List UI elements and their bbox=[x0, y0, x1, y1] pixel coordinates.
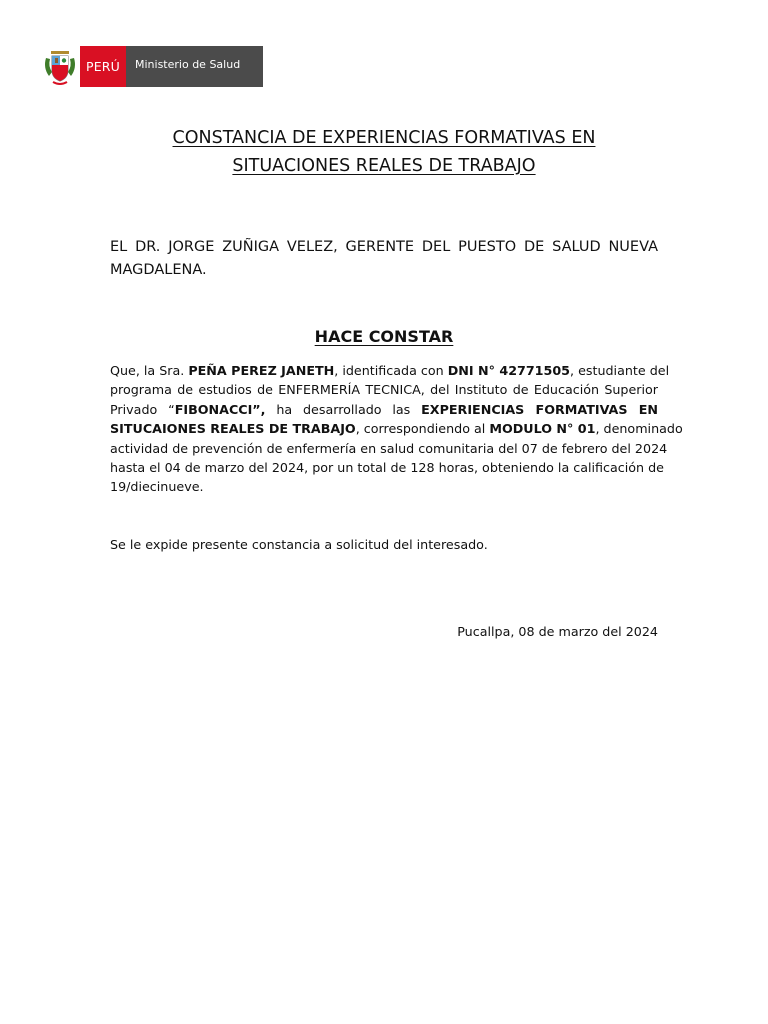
body-text: ha desarrollado las bbox=[265, 401, 422, 417]
body-text: , correspondiendo al bbox=[355, 421, 490, 437]
body-text: Que, la Sra. bbox=[110, 363, 189, 378]
student-dni: DNI N° 42771505 bbox=[447, 363, 570, 378]
experience-title: EXPERIENCIAS FORMATIVAS EN bbox=[421, 401, 659, 417]
document-title bbox=[110, 124, 658, 180]
body-line: programa de estudios de ENFERMERÍA TECNICA, del Instituto de Educación Superior bbox=[110, 382, 658, 398]
title-line-2: SITUACIONES REALES DE TRABAJO bbox=[232, 156, 536, 176]
section-heading: HACE CONSTAR bbox=[314, 327, 454, 346]
intro-paragraph bbox=[110, 236, 658, 282]
closing-statement: Se le expide presente constancia a solicitud del interesado. bbox=[110, 537, 488, 552]
body-text: , denominado bbox=[595, 421, 683, 437]
experience-title: SITUCAIONES REALES DE TRABAJO bbox=[110, 421, 356, 437]
peru-coat-of-arms-icon bbox=[40, 46, 80, 87]
institute-name: FIBONACCI”, bbox=[174, 401, 266, 417]
body-line bbox=[110, 361, 670, 380]
place-date: Pucallpa, 08 de marzo del 2024 bbox=[457, 624, 658, 639]
student-name: PEÑA PEREZ JANETH bbox=[188, 363, 335, 378]
body-text: , identificada con bbox=[334, 363, 448, 378]
body-text: Privado “ bbox=[110, 401, 175, 417]
body-line bbox=[110, 419, 683, 438]
module-number: MODULO N° 01 bbox=[489, 421, 596, 437]
body-line bbox=[110, 400, 658, 419]
body-line: 19/diecinueve. bbox=[110, 479, 204, 495]
brand-ministry: Ministerio de Salud bbox=[126, 46, 263, 87]
ministry-logo bbox=[40, 46, 263, 87]
body-line: actividad de prevención de enfermería en salud comunitaria del 07 de febrero del 2024 bbox=[110, 440, 668, 456]
body-line: hasta el 04 de marzo del 2024, por un total de 128 horas, obteniendo la calificación de bbox=[110, 460, 664, 476]
body-text: , estudiante del bbox=[570, 363, 670, 378]
title-line-1: CONSTANCIA DE EXPERIENCIAS FORMATIVAS EN bbox=[172, 128, 596, 148]
body-paragraph bbox=[110, 361, 683, 497]
intro-line-1: EL DR. JORGE ZUÑIGA VELEZ, GERENTE DEL PUESTO DE SALUD NUEVA bbox=[110, 239, 658, 255]
brand-country: PERÚ bbox=[80, 46, 126, 87]
intro-line-2: MAGDALENA. bbox=[110, 262, 207, 278]
